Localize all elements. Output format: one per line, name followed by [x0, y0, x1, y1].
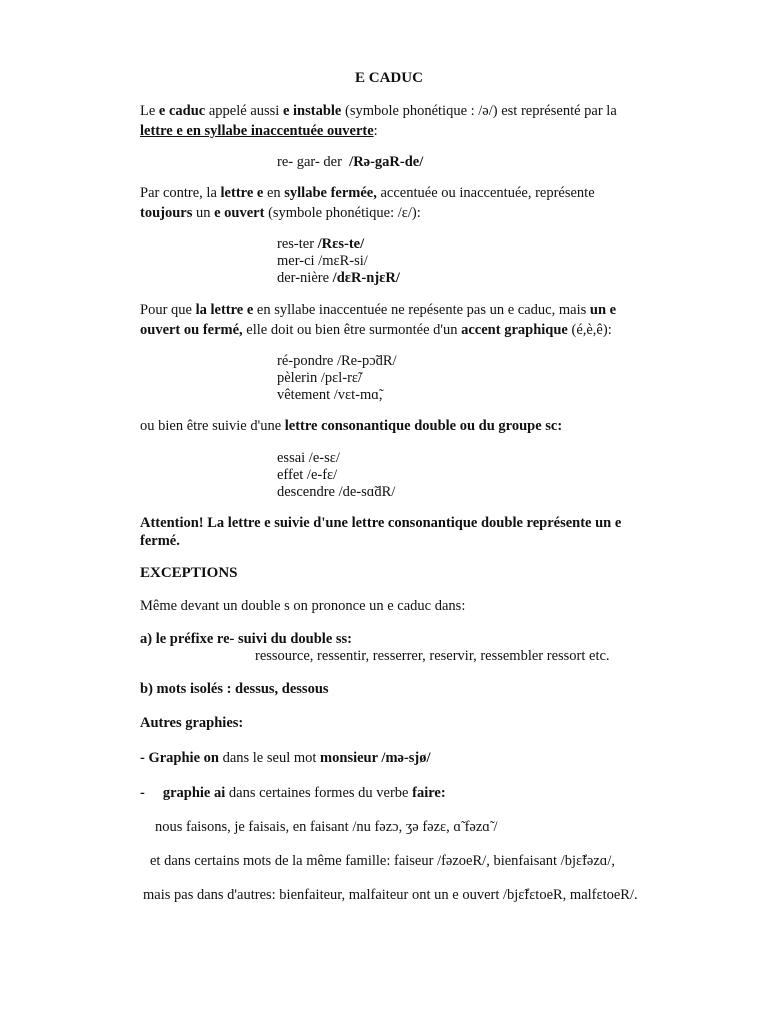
- intro-underlined-rule: lettre e en syllabe inaccentuée ouverte: [140, 123, 374, 139]
- pourque-text: (é,è,ê):: [567, 322, 612, 338]
- contre-text: Par contre, la: [140, 185, 221, 201]
- example-vetement: vêtement /vɛt-mɑ̃,: [277, 387, 383, 403]
- graphie-ai-text: dans certaines formes du verbe: [225, 785, 413, 801]
- item-b: b) mots isolés : dessus, dessous: [140, 681, 329, 697]
- intro-text: appelé aussi: [205, 103, 283, 119]
- example-phonetic: /Rə-gaR-de/: [349, 154, 424, 170]
- mais-pas-line: mais pas dans d'autres: bienfaiteur, malfaiteur ont un e ouvert /bjɛ̃fɛtoeR, malfɛtoeR/.: [143, 887, 638, 903]
- pourque-text: elle doit ou bien être surmontée d'un: [242, 322, 462, 338]
- item-a-label: a) le préfixe re- suivi du double ss:: [140, 631, 352, 647]
- certains-mots-line: et dans certains mots de la même famille: faiseur /fəzoeR/, bienfaisant /bjɛ̃fəzɑ/,: [150, 853, 616, 869]
- example-word: der-nière: [277, 270, 333, 286]
- pourque-bold: accent graphique: [461, 322, 568, 338]
- pourque-text: Pour que: [140, 302, 196, 318]
- example-repondre: ré-pondre /Re-pɔ̃dR/: [277, 353, 397, 369]
- graphie-ai-dash: -: [140, 785, 145, 801]
- pourque-line-2: [140, 322, 612, 339]
- intro-line-1: [140, 103, 617, 120]
- contre-bold: syllabe fermée,: [284, 185, 377, 201]
- pourque-text: en syllabe inaccentuée ne repésente pas un e caduc, mais: [253, 302, 590, 318]
- example-phonetic: /Rɛs-te/: [317, 236, 365, 252]
- meme-line: Même devant un double s on prononce un e caduc dans:: [140, 598, 466, 614]
- graphie-on-text: dans le seul mot: [218, 750, 321, 766]
- example-descendre: descendre /de-sɑ̃dR/: [277, 484, 396, 500]
- item-a-list: ressource, ressentir, resserrer, reservir, ressembler ressort etc.: [255, 648, 610, 664]
- suivie-text: ou bien être suivie d'une: [140, 418, 285, 434]
- intro-text: (symbole phonétique : /ə/) est représenté par la: [341, 103, 617, 119]
- contre-bold: toujours: [140, 205, 193, 221]
- contre-bold: lettre e: [220, 185, 264, 201]
- pourque-line-1: [140, 302, 616, 319]
- contre-line-1: [140, 185, 595, 202]
- example-regarder: [277, 154, 423, 171]
- example-phonetic: /dɛR-njɛR/: [332, 270, 400, 286]
- nous-faisons-line: nous faisons, je faisais, en faisant /nu fəzɔ, ʒə fəzɛ, ɑ̃ fəzɑ̃ /: [155, 819, 498, 835]
- attention-line-2: fermé.: [140, 533, 180, 549]
- contre-text: en: [263, 185, 285, 201]
- example-word: res-ter: [277, 236, 318, 252]
- contre-text: (symbole phonétique: /ɛ/):: [264, 205, 421, 221]
- intro-line-2: [140, 123, 378, 140]
- graphie-ai-bold: graphie ai: [162, 785, 226, 801]
- intro-text: :: [373, 123, 378, 139]
- contre-line-2: [140, 205, 421, 222]
- example-essai: essai /e-sɛ/: [277, 450, 340, 466]
- contre-text: accentuée ou inaccentuée, représente: [376, 185, 595, 201]
- example-rester: [277, 236, 364, 253]
- graphie-ai-line: [140, 785, 446, 802]
- suivie-bold: lettre consonantique double ou du groupe sc:: [284, 418, 563, 434]
- example-merci: mer-ci /mɛR-si/: [277, 253, 368, 269]
- exceptions-heading: EXCEPTIONS: [140, 565, 238, 581]
- intro-text: Le: [140, 103, 159, 119]
- intro-bold-e-caduc: e caduc: [158, 103, 206, 119]
- example-effet: effet /e-fɛ/: [277, 467, 338, 483]
- pourque-bold: la lettre e: [195, 302, 254, 318]
- graphie-on-line: [140, 750, 431, 767]
- contre-text: un: [192, 205, 215, 221]
- autres-heading: Autres graphies:: [140, 715, 244, 731]
- pourque-bold: un e: [589, 302, 617, 318]
- graphie-on-bold: - Graphie on: [140, 750, 219, 766]
- graphie-ai-bold: faire:: [412, 785, 446, 801]
- page-title: E CADUC: [355, 70, 423, 86]
- attention-line-1: Attention! La lettre e suivie d'une lettre consonantique double représente un e: [140, 515, 622, 531]
- pourque-bold: ouvert ou fermé,: [140, 322, 243, 338]
- intro-bold-e-instable: e instable: [282, 103, 342, 119]
- graphie-on-bold: monsieur /mə-sjø/: [320, 750, 431, 766]
- example-derniere: [277, 270, 400, 287]
- example-word: re- gar- der: [277, 154, 342, 170]
- suivie-line: [140, 418, 562, 435]
- example-pelerin: pèlerin /pɛl-rɛ̃/: [277, 370, 363, 386]
- contre-bold: e ouvert: [214, 205, 265, 221]
